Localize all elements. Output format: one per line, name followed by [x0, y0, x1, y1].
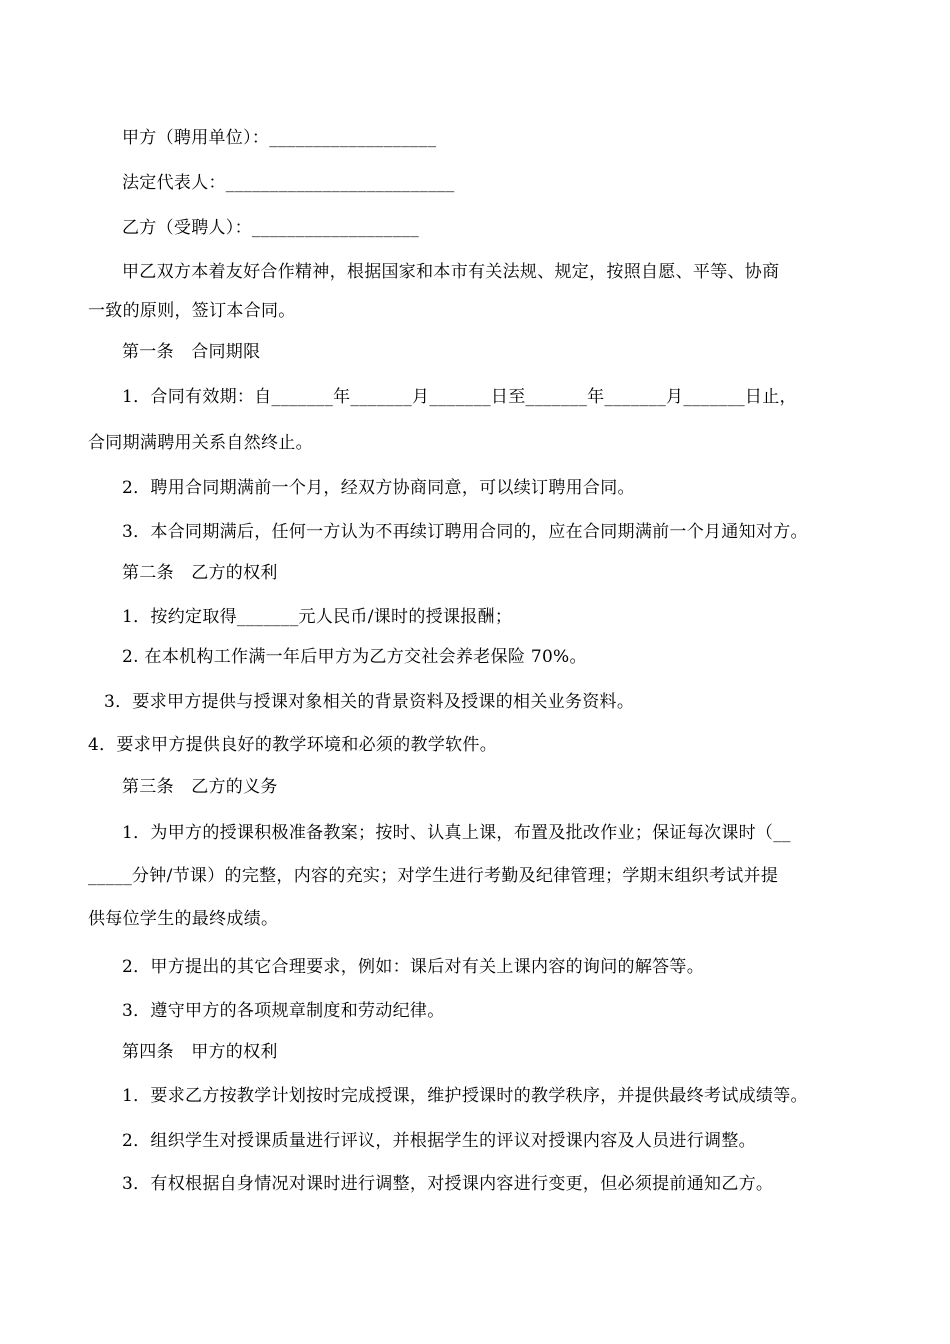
- preamble-line-2: 一致的原则，签订本合同。: [88, 301, 296, 321]
- article-1-item-2: 2．聘用合同期满前一个月，经双方协商同意，可以续订聘用合同。: [122, 478, 635, 498]
- article-2-item-1: 1．按约定取得_______元人民币/课时的授课报酬；: [122, 607, 513, 627]
- article-1-title: 第一条 合同期限: [122, 342, 261, 362]
- article-4-title: 第四条 甲方的权利: [122, 1042, 278, 1062]
- article-3-item-1: 1．为甲方的授课积极准备教案；按时、认真上课，布置及批改作业；保证每次课时（__: [122, 823, 791, 843]
- party-a-line: 甲方（聘用单位）：___________________: [122, 128, 437, 148]
- legal-rep-line: 法定代表人：__________________________: [122, 173, 455, 193]
- article-2-item-3: 3．要求甲方提供与授课对象相关的背景资料及授课的相关业务资料。: [104, 692, 635, 712]
- article-1-item-1-cont: 合同期满聘用关系自然终止。: [88, 433, 313, 453]
- article-2-item-2: 2. 在本机构工作满一年后甲方为乙方交社会养老保险 70%。: [122, 647, 587, 667]
- article-3-item-2: 2．甲方提出的其它合理要求，例如：课后对有关上课内容的询问的解答等。: [122, 957, 705, 977]
- article-4-item-3: 3．有权根据自身情况对课时进行调整，对授课内容进行变更，但必须提前通知乙方。: [122, 1174, 774, 1194]
- article-3-item-1-cont-2: 供每位学生的最终成绩。: [88, 909, 279, 929]
- article-4-item-2: 2．组织学生对授课质量进行评议，并根据学生的评议对授课内容及人员进行调整。: [122, 1131, 756, 1151]
- article-4-item-1: 1．要求乙方按教学计划按时完成授课，维护授课时的教学秩序，并提供最终考试成绩等。: [122, 1086, 808, 1106]
- preamble-line-1: 甲乙双方本着友好合作精神，根据国家和本市有关法规、规定，按照自愿、平等、协商: [122, 262, 780, 282]
- article-3-title: 第三条 乙方的义务: [122, 777, 278, 797]
- article-3-item-3: 3．遵守甲方的各项规章制度和劳动纪律。: [122, 1001, 445, 1021]
- article-2-title: 第二条 乙方的权利: [122, 563, 278, 583]
- article-1-item-1: 1．合同有效期：自_______年_______月_______日至_______年_______月_______日止，: [122, 387, 797, 407]
- article-3-item-1-cont-1: _____分钟/节课）的完整，内容的充实；对学生进行考勤及纪律管理；学期末组织考试并提: [88, 866, 779, 886]
- party-b-line: 乙方（受聘人）：___________________: [122, 218, 420, 238]
- article-1-item-3: 3．本合同期满后，任何一方认为不再续订聘用合同的，应在合同期满前一个月通知对方。: [122, 522, 808, 542]
- article-2-item-4: 4．要求甲方提供良好的教学环境和必须的教学软件。: [88, 735, 498, 755]
